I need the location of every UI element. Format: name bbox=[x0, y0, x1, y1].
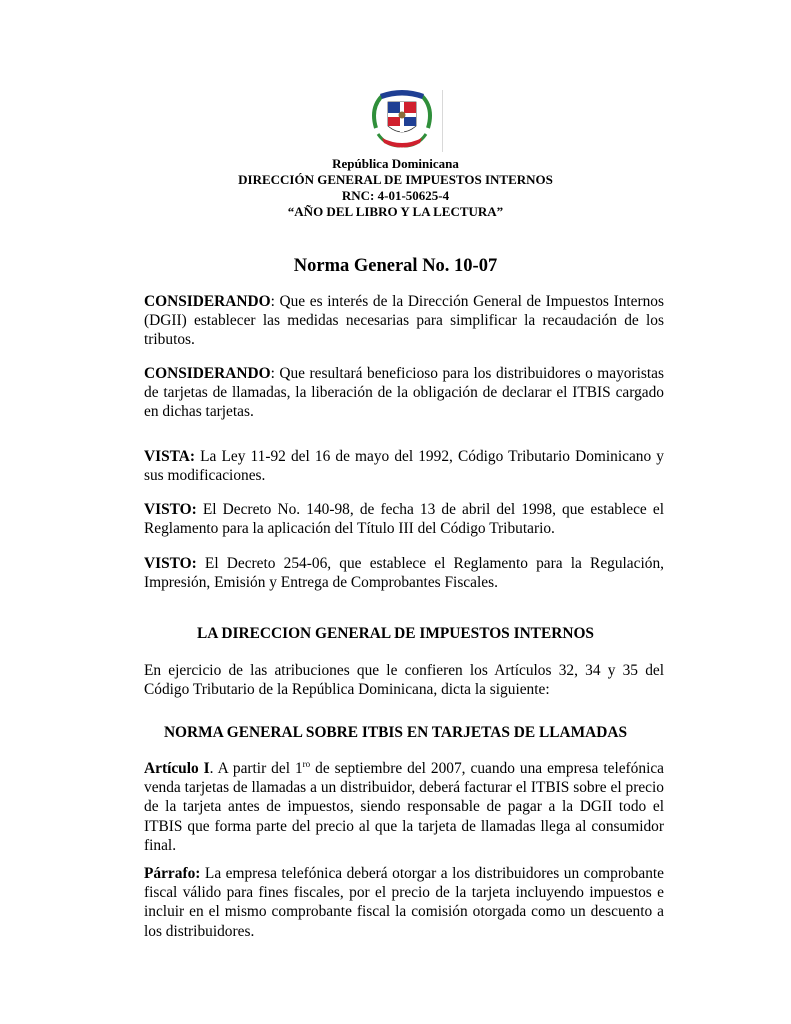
considerando-2-label: CONSIDERANDO bbox=[144, 365, 271, 382]
vista-paragraph bbox=[144, 447, 664, 485]
considerando-1-text: : Que es interés de la Dirección General de Impuestos Internos (DGII) establecer las medidas necesarias para simplificar la recaudación de los tributos. bbox=[144, 293, 664, 349]
visto-1-paragraph bbox=[144, 500, 664, 538]
considerando-2-text: : Que resultará beneficioso para los distribuidores o mayoristas de tarjetas de llamadas, la liberación de la obligación de declarar el ITBIS cargado en dichas tarjetas. bbox=[144, 365, 664, 421]
authority-heading: LA DIRECCION GENERAL DE IMPUESTOS INTERNOS bbox=[197, 625, 594, 642]
considerando-1-label: CONSIDERANDO bbox=[144, 293, 271, 310]
header-country: República Dominicana bbox=[332, 156, 459, 171]
seal-divider-line bbox=[442, 90, 443, 152]
visto-2-text: El Decreto 254-06, que establece el Reglamento para la Regulación, Impresión, Emisión y Entrega de Comprobantes Fiscales. bbox=[144, 555, 664, 592]
visto-1-label: VISTO: bbox=[144, 501, 197, 518]
parrafo-text: La empresa telefónica deberá otorgar a los distribuidores un comprobante fiscal válido para fines fiscales, por el precio de la tarjeta incluyendo impuestos e incluir en el mismo comprobante fiscal la comisión otorgada como un descuento a los distribuidores. bbox=[144, 865, 664, 940]
header-agency: DIRECCIÓN GENERAL DE IMPUESTOS INTERNOS bbox=[238, 172, 553, 187]
articulo-1-paragraph bbox=[144, 759, 664, 855]
parrafo-label: Párrafo: bbox=[144, 865, 201, 882]
articulo-1-superscript: ro bbox=[302, 758, 311, 769]
coat-of-arms-seal bbox=[366, 88, 438, 152]
header-rnc: RNC: 4-01-50625-4 bbox=[341, 188, 450, 203]
vista-label: VISTA: bbox=[144, 448, 196, 465]
parrafo-paragraph bbox=[144, 864, 664, 941]
considerando-2-paragraph bbox=[144, 364, 664, 422]
header-motto: “AÑO DEL LIBRO Y LA LECTURA” bbox=[287, 204, 504, 219]
articulo-1-label: Artículo I bbox=[144, 760, 210, 777]
articulo-1-text-b: de septiembre del 2007, cuando una empresa telefónica venda tarjetas de llamadas a un distribuidor, deberá facturar el ITBIS sobre el precio de la tarjeta antes de impuestos, siendo responsable de pagar a la DGII todo el ITBIS que forma parte del precio al que la tarjeta de llamadas llega al consumidor final. bbox=[144, 760, 665, 854]
document-title: Norma General No. 10-07 bbox=[293, 256, 498, 276]
norma-heading: NORMA GENERAL SOBRE ITBIS EN TARJETAS DE LLAMADAS bbox=[163, 724, 628, 741]
visto-2-label: VISTO: bbox=[144, 555, 197, 572]
vista-text: La Ley 11-92 del 16 de mayo del 1992, Código Tributario Dominicano y sus modificaciones. bbox=[144, 448, 664, 485]
articulo-1-text-a: . A partir del 1 bbox=[209, 760, 303, 777]
visto-1-text: El Decreto No. 140-98, de fecha 13 de abril del 1998, que establece el Reglamento para la aplicación del Título III del Código Tributario. bbox=[144, 501, 664, 538]
visto-2-paragraph bbox=[144, 554, 664, 592]
authority-paragraph: En ejercicio de las atribuciones que le confieren los Artículos 32, 34 y 35 del Código Tributario de la República Dominicana, dicta la siguiente: bbox=[144, 662, 664, 699]
considerando-1-paragraph bbox=[144, 292, 664, 350]
